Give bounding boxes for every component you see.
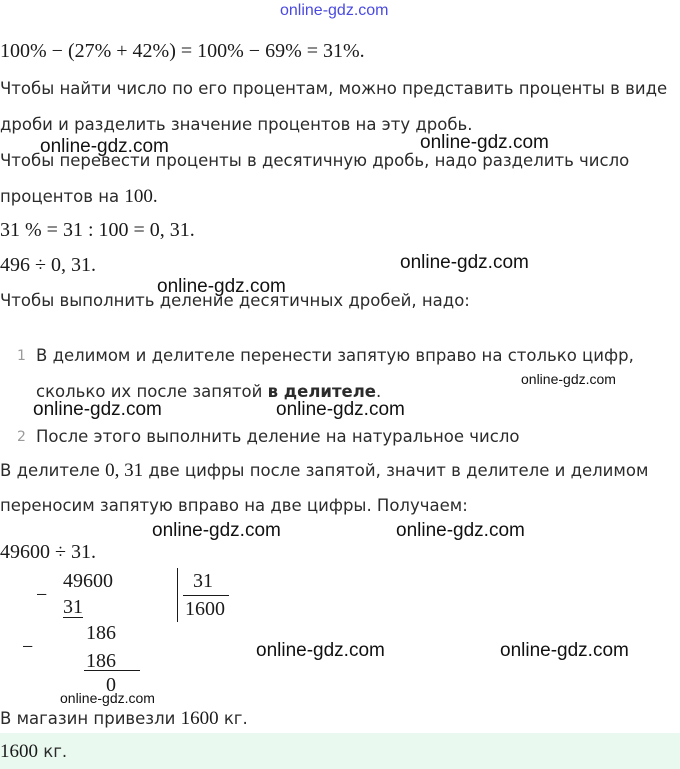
long-division-line-2 <box>84 670 140 671</box>
long-division-minus-2: − <box>22 636 34 658</box>
watermark-small: online-gdz.com <box>60 690 155 706</box>
watermark-small: online-gdz.com <box>521 371 616 387</box>
paragraph-2-text: процентов на <box>0 187 125 206</box>
step-2-line-1: После этого выполнить деление на натуральное число <box>36 427 520 446</box>
watermark: online-gdz.com <box>152 520 281 541</box>
equation-integer-division: 49600 ÷ 31. <box>0 541 96 563</box>
watermark: online-gdz.com <box>256 640 385 661</box>
answer-box <box>0 733 680 769</box>
paragraph-4-line-2: переносим запятую вправо на две цифры. Получаем: <box>0 496 468 515</box>
long-division-subtrahend-2: 186 <box>86 650 116 672</box>
equation-division: 496 ÷ 0, 31. <box>0 254 96 276</box>
conclusion-unit: кг. <box>218 709 248 728</box>
watermark-top: online-gdz.com <box>280 2 389 19</box>
watermark: online-gdz.com <box>396 520 525 541</box>
long-division-final-remainder: 0 <box>106 674 116 696</box>
paragraph-4-number: 0, 31 <box>105 460 144 481</box>
answer <box>0 741 67 763</box>
watermark: online-gdz.com <box>500 640 629 661</box>
conclusion-text: В магазин привезли <box>0 709 181 728</box>
step-1-line-1: В делимом и делителе перенести запятую вправо на столько цифр, <box>36 346 634 365</box>
conclusion <box>0 708 248 730</box>
paragraph-4-text: В делителе <box>0 461 106 480</box>
equation-percent: 100% − (27% + 42%) = 100% − 69% = 31%. <box>0 40 365 62</box>
answer-unit: кг. <box>38 742 68 761</box>
long-division-divisor-line <box>183 595 229 596</box>
step-1-text: сколько их после запятой <box>36 382 268 401</box>
paragraph-2-number: 100. <box>124 186 158 207</box>
paragraph-4-rest: две цифры после запятой, значит в делителе и делимом <box>143 461 649 480</box>
paragraph-3: Чтобы выполнить деление десятичных дробей, надо: <box>0 291 470 310</box>
watermark: online-gdz.com <box>33 399 162 420</box>
long-division-quotient: 1600 <box>185 598 225 620</box>
paragraph-1-line-1: Чтобы найти число по его процентам, можно представить проценты в виде <box>0 79 668 98</box>
watermark: online-gdz.com <box>276 399 405 420</box>
watermark: online-gdz.com <box>157 276 286 297</box>
step-1-end: . <box>376 382 382 401</box>
step-2-number: 2 <box>17 429 26 445</box>
paragraph-2-line-1: Чтобы перевести проценты в десятичную дробь, надо разделить число <box>0 151 630 170</box>
step-1-number: 1 <box>17 348 26 364</box>
long-division-vertical-bar <box>177 568 178 622</box>
long-division-minus-1: − <box>36 584 48 606</box>
long-division-subtrahend-1: 31 <box>63 596 83 618</box>
watermark: online-gdz.com <box>420 132 549 153</box>
paragraph-1-line-2: дроби и разделить значение процентов на эту дробь. <box>0 115 473 134</box>
long-division-dividend: 49600 <box>63 570 113 592</box>
answer-number: 1600 <box>0 741 38 762</box>
paragraph-4-line-1 <box>0 460 648 482</box>
paragraph-2-line-2 <box>0 186 158 208</box>
step-1-bold: в делителе <box>267 382 377 401</box>
equation-decimal: 31 % = 31 : 100 = 0, 31. <box>0 219 195 241</box>
long-division-remainder-1: 186 <box>86 622 116 644</box>
long-division-divisor: 31 <box>193 570 213 592</box>
watermark: online-gdz.com <box>40 136 169 157</box>
conclusion-number: 1600 <box>180 708 219 729</box>
watermark: online-gdz.com <box>400 252 529 273</box>
